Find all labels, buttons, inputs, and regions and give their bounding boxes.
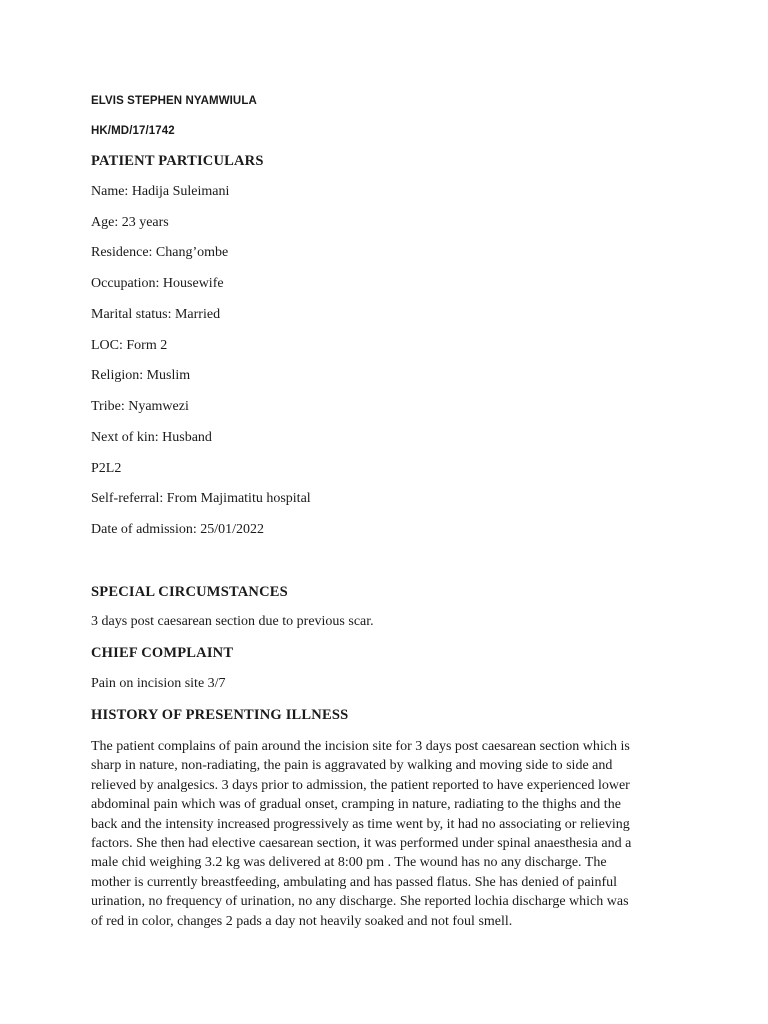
patient-parity: P2L2 — [91, 461, 122, 476]
patient-religion: Religion: Muslim — [91, 368, 191, 383]
paragraph-line: urination, no frequency of urination, no any discharge. She reported lochia discharge which was — [91, 894, 629, 910]
patient-name: Name: Hadija Suleimani — [91, 184, 230, 199]
hpi-heading: HISTORY OF PRESENTING ILLNESS — [91, 707, 349, 723]
chief-complaint-heading: CHIEF COMPLAINT — [91, 645, 234, 661]
patient-tribe: Tribe: Nyamwezi — [91, 399, 189, 414]
paragraph-line: relieved by analgesics. 3 days prior to admission, the patient reported to have experienced lower — [91, 777, 630, 793]
patient-residence: Residence: Chang’ombe — [91, 245, 229, 260]
patient-loc: LOC: Form 2 — [91, 338, 168, 353]
special-circumstances-text: 3 days post caesarean section due to previous scar. — [91, 614, 374, 629]
patient-referral: Self-referral: From Majimatitu hospital — [91, 491, 311, 506]
paragraph-line: of red in color, changes 2 pads a day not heavily soaked and not foul smell. — [91, 913, 513, 929]
paragraph-line: male chid weighing 3.2 kg was delivered at 8:00 pm . The wound has no any discharge. The — [91, 855, 607, 871]
author-name: ELVIS STEPHEN NYAMWIULA — [91, 95, 257, 107]
patient-next-of-kin: Next of kin: Husband — [91, 430, 212, 445]
paragraph-line: abdominal pain which was of gradual onset, cramping in nature, radiating to the thighs and the — [91, 797, 621, 813]
patient-age: Age: 23 years — [91, 215, 169, 230]
patient-particulars-heading: PATIENT PARTICULARS — [91, 153, 264, 169]
paragraph-line: mother is currently breastfeeding, ambulating and has passed flatus. She has denied of painful — [91, 874, 618, 890]
paragraph-line: back and the intensity increased progressively as time went by, it had no associating or relieving — [91, 816, 630, 832]
patient-admission-date: Date of admission: 25/01/2022 — [91, 522, 265, 537]
paragraph-line: The patient complains of pain around the incision site for 3 days post caesarean section which is — [91, 739, 630, 754]
paragraph-line: sharp in nature, non-radiating, the pain is aggravated by walking and moving side to side and — [91, 758, 613, 774]
special-circumstances-heading: SPECIAL CIRCUMSTANCES — [91, 584, 288, 600]
chief-complaint-text: Pain on incision site 3/7 — [91, 676, 226, 691]
paragraph-line: factors. She then had elective caesarean section, it was performed under spinal anaesthesia and a — [91, 836, 632, 852]
hpi-paragraph — [91, 737, 691, 931]
patient-marital-status: Marital status: Married — [91, 307, 221, 322]
registration-number: HK/MD/17/1742 — [91, 125, 175, 137]
patient-occupation: Occupation: Housewife — [91, 276, 224, 291]
